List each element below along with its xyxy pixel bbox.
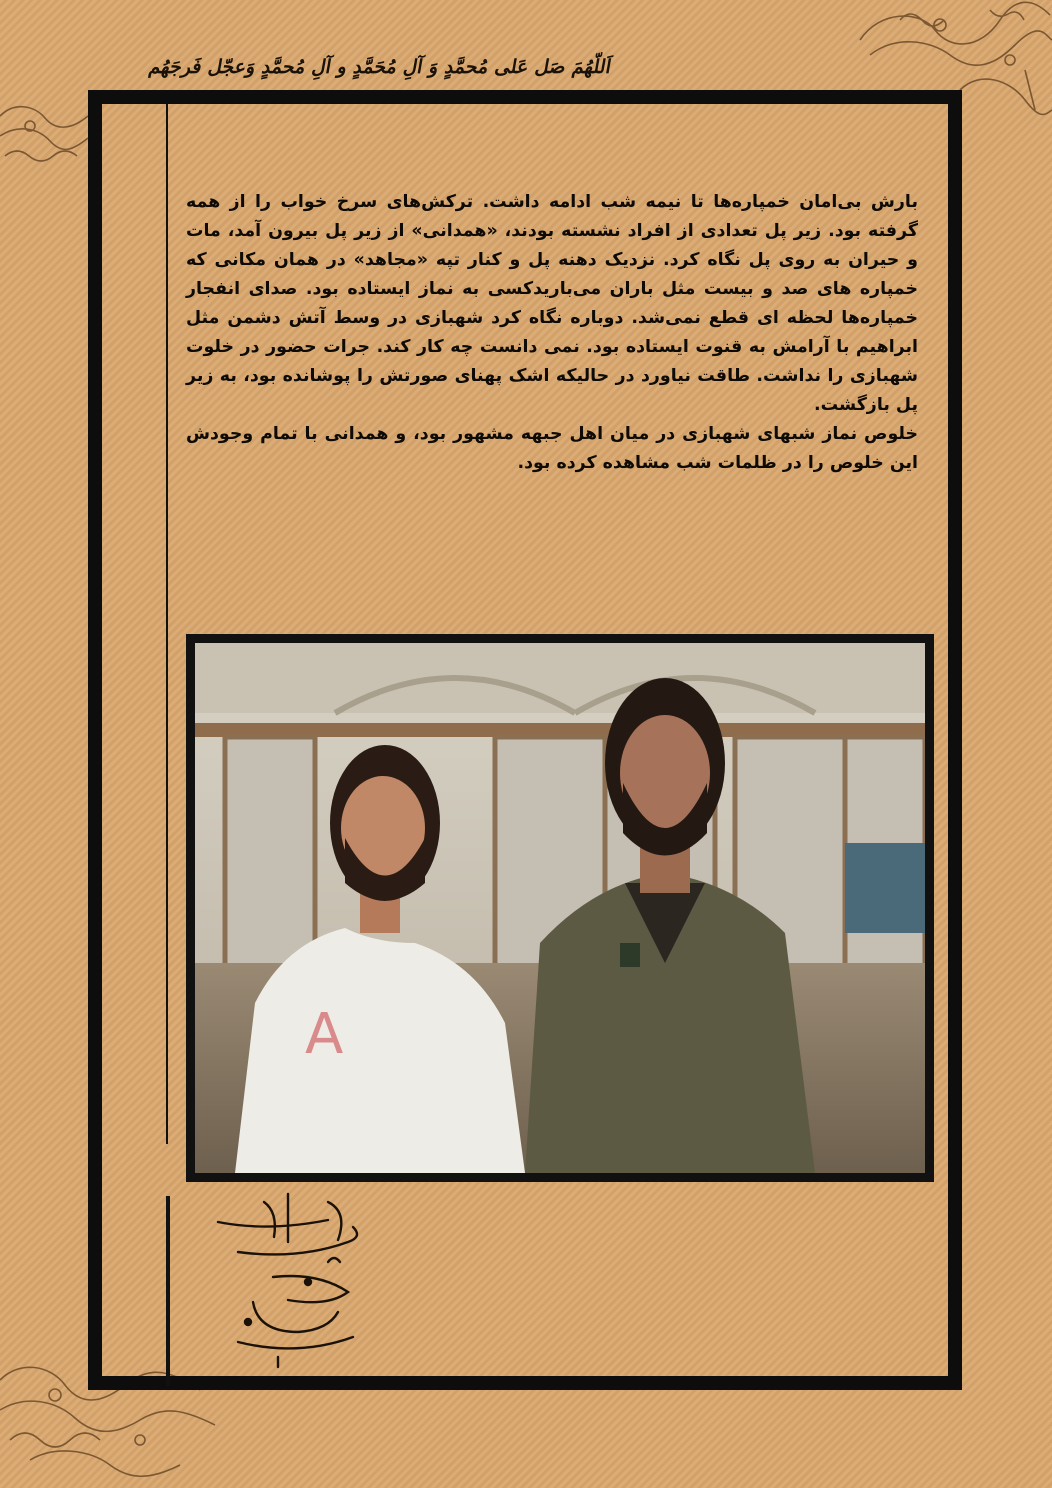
memoir-text — [186, 188, 918, 478]
shirt-letter: A — [305, 1002, 344, 1067]
portrait-photo — [195, 643, 925, 1173]
paragraph-2: خلوص نماز شبهای شهبازی در میان اهل جبهه مشهور بود، و همدانی با تمام وجودش این خلوص را در ظلمات شب مشاهده کرده بود. — [186, 424, 918, 473]
paragraph-1: بارش بی‌امان خمپاره‌ها تا نیمه شب ادامه داشت. ترکش‌های سرخ خواب را از همه گرفته بود. زیر پل تعدادی از افراد نشسته بودند، «همدانی» از زیر پل بیرون آمد، مات و حیران به روی پل نگاه کرد. نزدیک دهنه پل و کنار تپه «مجاهد» در همان مکانی که خمپاره های صد و بیست مثل باران می‌باریدکسی به نماز ایستاده بود. صدای انفجار خمپاره‌ها لحظه ای قطع نمی‌شد. دوباره نگاه کرد شهبازی در وسط آتش دشمن مثل ابراهیم با آرامش به قنوت ایستاده بود. نمی دانست چه کار کند. جرات حضور در خلوت شهبازی را نداشت. طاقت نیاورد در حالیکه اشک پهنای صورتش را پوشانده بود، به زیر پل بازگشت. — [186, 192, 918, 415]
calligraphy-signature — [178, 1182, 388, 1372]
corner-ornament-top-left — [0, 96, 90, 176]
frame-divider-line — [166, 104, 168, 1144]
photo-frame — [186, 634, 934, 1182]
frame-divider-line-bottom — [166, 1196, 170, 1386]
salawat-header: اَللّهُمَ صَل عَلی مُحمَّدٍ وَ آلِ مُحَمَّدٍ و آلِ مُحمَّدٍ وَعجّل فَرجَهُم — [146, 56, 613, 78]
